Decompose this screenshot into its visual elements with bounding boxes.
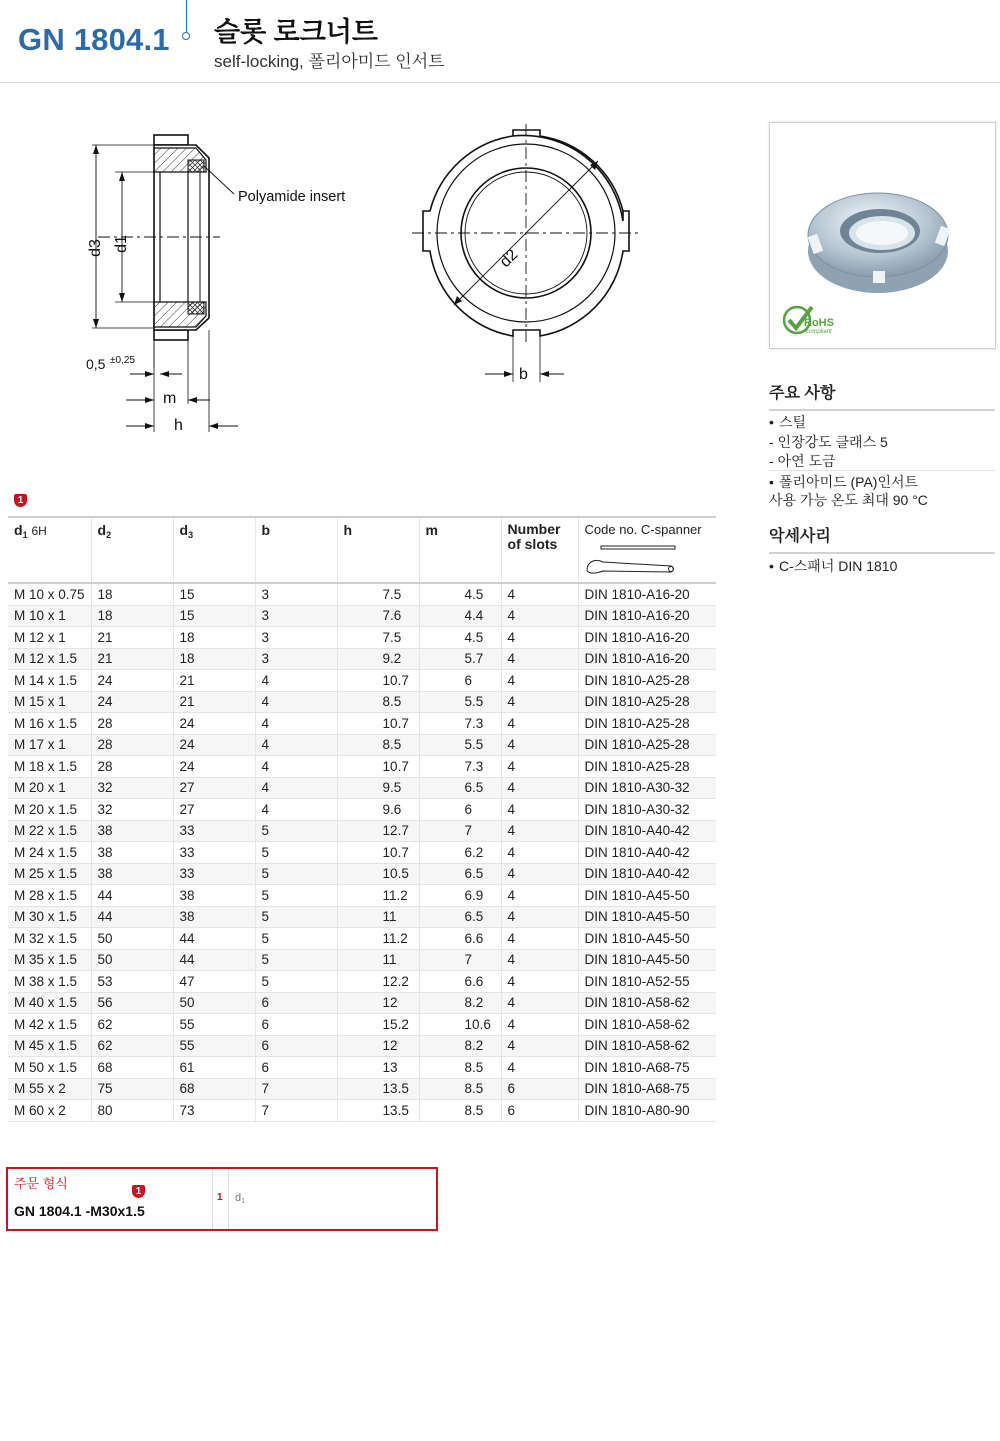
- table-cell: 5: [255, 971, 337, 993]
- table-cell: 21: [173, 691, 255, 713]
- features-title: 주요 사항: [769, 380, 995, 411]
- table-cell: M 35 x 1.5: [8, 949, 91, 971]
- table-cell: 12.7: [337, 820, 419, 842]
- table-cell: 21: [173, 670, 255, 692]
- table-cell: 4: [255, 670, 337, 692]
- table-cell: 6.5: [419, 906, 501, 928]
- table-cell: 27: [173, 777, 255, 799]
- table-cell: 10.7: [337, 842, 419, 864]
- table-row: [8, 734, 716, 756]
- table-cell: 24: [91, 691, 173, 713]
- table-cell: M 15 x 1: [8, 691, 91, 713]
- table-cell: 6: [501, 1078, 578, 1100]
- table-cell: 38: [91, 842, 173, 864]
- table-cell: 61: [173, 1057, 255, 1079]
- table-cell: M 14 x 1.5: [8, 670, 91, 692]
- label-h: h: [174, 417, 183, 434]
- table-cell: DIN 1810-A52-55: [578, 971, 716, 993]
- table-cell: M 42 x 1.5: [8, 1014, 91, 1036]
- table-cell: 15.2: [337, 1014, 419, 1036]
- table-cell: 9.6: [337, 799, 419, 821]
- table-cell: 27: [173, 799, 255, 821]
- table-cell: 7.3: [419, 713, 501, 735]
- table-cell: 3: [255, 605, 337, 627]
- table-cell: 38: [173, 906, 255, 928]
- table-cell: DIN 1810-A68-75: [578, 1057, 716, 1079]
- table-cell: 8.5: [337, 734, 419, 756]
- table-cell: 4: [501, 713, 578, 735]
- table-cell: DIN 1810-A45-50: [578, 928, 716, 950]
- table-cell: 5: [255, 842, 337, 864]
- rohs-check-icon: [782, 303, 844, 337]
- table-cell: 8.5: [337, 691, 419, 713]
- table-marker-badge: 1: [14, 494, 27, 507]
- table-cell: 7.5: [337, 583, 419, 605]
- table-cell: 5: [255, 885, 337, 907]
- table-cell: 10.7: [337, 670, 419, 692]
- table-cell: 6.6: [419, 928, 501, 950]
- table-cell: 4.5: [419, 583, 501, 605]
- table-cell: DIN 1810-A58-62: [578, 992, 716, 1014]
- table-cell: DIN 1810-A68-75: [578, 1078, 716, 1100]
- table-row: [8, 906, 716, 928]
- table-cell: 24: [173, 756, 255, 778]
- table-cell: 10.7: [337, 713, 419, 735]
- header-divider-dot: [182, 32, 190, 40]
- table-cell: DIN 1810-A30-32: [578, 799, 716, 821]
- table-cell: 6.5: [419, 777, 501, 799]
- table-cell: 24: [91, 670, 173, 692]
- table-cell: 55: [173, 1035, 255, 1057]
- table-cell: 8.2: [419, 992, 501, 1014]
- order-divider: [212, 1169, 213, 1229]
- table-cell: DIN 1810-A45-50: [578, 885, 716, 907]
- label-tolerance-sup: ±0,25: [110, 355, 135, 366]
- table-cell: M 45 x 1.5: [8, 1035, 91, 1057]
- label-d3: d3: [87, 239, 104, 257]
- table-cell: 24: [173, 734, 255, 756]
- front-view: [412, 124, 640, 382]
- table-cell: DIN 1810-A16-20: [578, 627, 716, 649]
- table-cell: 4: [501, 1035, 578, 1057]
- table-cell: 4: [501, 885, 578, 907]
- table-cell: DIN 1810-A58-62: [578, 1014, 716, 1036]
- table-cell: 62: [91, 1035, 173, 1057]
- table-cell: 4: [501, 605, 578, 627]
- table-cell: 6.9: [419, 885, 501, 907]
- table-cell: 50: [91, 949, 173, 971]
- rohs-text: RoHS: [804, 317, 834, 329]
- table-cell: DIN 1810-A16-20: [578, 648, 716, 670]
- label-m: m: [163, 390, 177, 407]
- table-cell: 5: [255, 949, 337, 971]
- table-cell: 7: [255, 1100, 337, 1122]
- table-cell: 4: [501, 627, 578, 649]
- table-cell: 7.3: [419, 756, 501, 778]
- table-cell: 6: [419, 670, 501, 692]
- table-cell: 73: [173, 1100, 255, 1122]
- table-cell: 10.5: [337, 863, 419, 885]
- table-cell: DIN 1810-A25-28: [578, 713, 716, 735]
- table-cell: 4: [501, 1057, 578, 1079]
- table-cell: 56: [91, 992, 173, 1014]
- table-cell: 8.2: [419, 1035, 501, 1057]
- order-legend-number: 1: [217, 1192, 223, 1203]
- table-row: [8, 756, 716, 778]
- table-cell: 4: [501, 670, 578, 692]
- table-cell: 44: [91, 906, 173, 928]
- label-d1: d1: [113, 235, 130, 253]
- table-cell: 9.5: [337, 777, 419, 799]
- table-cell: DIN 1810-A45-50: [578, 949, 716, 971]
- table-cell: 33: [173, 842, 255, 864]
- spec-table: [8, 516, 716, 1122]
- table-row: [8, 992, 716, 1014]
- table-cell: 3: [255, 648, 337, 670]
- table-cell: M 60 x 2: [8, 1100, 91, 1122]
- table-cell: M 25 x 1.5: [8, 863, 91, 885]
- table-cell: 6: [255, 992, 337, 1014]
- table-cell: DIN 1810-A40-42: [578, 820, 716, 842]
- table-cell: 28: [91, 734, 173, 756]
- order-marker-badge: 1: [132, 1185, 145, 1198]
- table-cell: 3: [255, 583, 337, 605]
- table-cell: 11: [337, 906, 419, 928]
- table-cell: 4: [501, 820, 578, 842]
- table-cell: M 20 x 1.5: [8, 799, 91, 821]
- table-cell: 10.6: [419, 1014, 501, 1036]
- table-row: [8, 1035, 716, 1057]
- table-cell: 18: [91, 583, 173, 605]
- table-row: [8, 627, 716, 649]
- table-cell: DIN 1810-A25-28: [578, 691, 716, 713]
- table-cell: 7.5: [337, 627, 419, 649]
- table-cell: M 16 x 1.5: [8, 713, 91, 735]
- table-row: [8, 949, 716, 971]
- table-cell: 3: [255, 627, 337, 649]
- table-cell: 5.5: [419, 734, 501, 756]
- page-subtitle: self-locking, 폴리아미드 인서트: [214, 52, 445, 71]
- col-b: b: [255, 517, 337, 583]
- table-cell: M 12 x 1: [8, 627, 91, 649]
- table-row: [8, 842, 716, 864]
- table-row: [8, 648, 716, 670]
- table-cell: 8.5: [419, 1100, 501, 1122]
- table-row: [8, 885, 716, 907]
- table-cell: DIN 1810-A58-62: [578, 1035, 716, 1057]
- page-title: 슬롯 로크너트: [214, 17, 378, 47]
- table-row: [8, 1057, 716, 1079]
- table-cell: 11.2: [337, 928, 419, 950]
- table-cell: 11: [337, 949, 419, 971]
- table-cell: 28: [91, 713, 173, 735]
- table-row: [8, 605, 716, 627]
- table-cell: 4: [501, 863, 578, 885]
- order-divider: [228, 1169, 229, 1229]
- feature-subitem: - 인장강도 클래스 5: [769, 434, 888, 450]
- label-tolerance: 0,5: [86, 356, 106, 372]
- table-cell: 13.5: [337, 1078, 419, 1100]
- table-cell: 5: [255, 820, 337, 842]
- product-code: GN 1804.1: [18, 22, 170, 57]
- table-cell: 5.5: [419, 691, 501, 713]
- table-cell: 4: [501, 992, 578, 1014]
- order-code: GN 1804.1 -M30x1.5: [14, 1203, 145, 1219]
- table-cell: 21: [91, 627, 173, 649]
- feature-item: • 스틸: [769, 414, 807, 430]
- table-cell: M 18 x 1.5: [8, 756, 91, 778]
- table-cell: 5: [255, 863, 337, 885]
- table-cell: M 55 x 2: [8, 1078, 91, 1100]
- table-cell: 6.6: [419, 971, 501, 993]
- col-d2: $d_2$: [91, 517, 173, 583]
- table-cell: 50: [91, 928, 173, 950]
- table-cell: M 10 x 0.75: [8, 583, 91, 605]
- table-cell: 10.7: [337, 756, 419, 778]
- table-row: [8, 670, 716, 692]
- feature-item: • 폴리아미드 (PA)인서트: [769, 474, 919, 490]
- table-cell: 33: [173, 820, 255, 842]
- table-cell: 32: [91, 799, 173, 821]
- table-cell: M 32 x 1.5: [8, 928, 91, 950]
- table-cell: 80: [91, 1100, 173, 1122]
- table-cell: 7.6: [337, 605, 419, 627]
- table-cell: 4: [501, 734, 578, 756]
- label-d2: d2: [496, 246, 522, 271]
- table-row: [8, 1100, 716, 1122]
- table-row: [8, 691, 716, 713]
- table-cell: 47: [173, 971, 255, 993]
- table-cell: 4: [501, 691, 578, 713]
- table-cell: 5: [255, 906, 337, 928]
- table-cell: 28: [91, 756, 173, 778]
- order-legend-desc: d1: [235, 1192, 246, 1205]
- table-cell: 12: [337, 1035, 419, 1057]
- table-cell: 4: [255, 756, 337, 778]
- table-cell: DIN 1810-A45-50: [578, 906, 716, 928]
- feature-subitem: 사용 가능 온도 최대 90 °C: [769, 492, 928, 508]
- table-cell: 6.5: [419, 863, 501, 885]
- accessory-item[interactable]: • C-스패너 DIN 1810: [769, 558, 898, 574]
- table-row: [8, 820, 716, 842]
- table-cell: DIN 1810-A25-28: [578, 756, 716, 778]
- table-cell: 44: [91, 885, 173, 907]
- table-cell: 12: [337, 992, 419, 1014]
- table-cell: 4.4: [419, 605, 501, 627]
- header-divider: [186, 0, 187, 32]
- table-cell: DIN 1810-A25-28: [578, 670, 716, 692]
- table-row: [8, 1078, 716, 1100]
- table-cell: 7: [255, 1078, 337, 1100]
- table-cell: 18: [91, 605, 173, 627]
- rohs-badge: [782, 303, 844, 342]
- order-label: 주문 형식: [14, 1176, 68, 1191]
- table-cell: 12.2: [337, 971, 419, 993]
- table-cell: 6.2: [419, 842, 501, 864]
- side-section-view: [92, 135, 238, 432]
- label-b: b: [519, 366, 528, 383]
- table-cell: DIN 1810-A40-42: [578, 842, 716, 864]
- table-cell: 4: [501, 777, 578, 799]
- col-h: h: [337, 517, 419, 583]
- table-cell: 4: [255, 777, 337, 799]
- table-cell: 55: [173, 1014, 255, 1036]
- table-row: [8, 583, 716, 605]
- table-cell: 15: [173, 605, 255, 627]
- rohs-compliant-text: compliant: [806, 329, 832, 335]
- table-cell: 33: [173, 863, 255, 885]
- table-cell: 44: [173, 949, 255, 971]
- col-m: m: [419, 517, 501, 583]
- table-cell: M 12 x 1.5: [8, 648, 91, 670]
- table-cell: 4.5: [419, 627, 501, 649]
- table-cell: 7: [419, 820, 501, 842]
- table-cell: 21: [91, 648, 173, 670]
- table-row: [8, 928, 716, 950]
- table-row: [8, 1014, 716, 1036]
- table-cell: DIN 1810-A16-20: [578, 605, 716, 627]
- table-cell: 38: [91, 820, 173, 842]
- table-cell: DIN 1810-A40-42: [578, 863, 716, 885]
- table-cell: 6: [419, 799, 501, 821]
- col-d1: $d_1$ 6H: [8, 517, 91, 583]
- table-cell: 11.2: [337, 885, 419, 907]
- table-header-row: [8, 517, 716, 583]
- table-cell: 13: [337, 1057, 419, 1079]
- table-cell: 4: [501, 756, 578, 778]
- table-cell: 4: [501, 1014, 578, 1036]
- table-cell: 4: [501, 971, 578, 993]
- table-row: [8, 713, 716, 735]
- table-cell: 13.5: [337, 1100, 419, 1122]
- table-cell: 68: [173, 1078, 255, 1100]
- label-polyamide-insert: Polyamide insert: [238, 189, 346, 205]
- feature-subitem: - 아연 도금: [769, 453, 836, 469]
- table-cell: M 20 x 1: [8, 777, 91, 799]
- table-cell: 38: [91, 863, 173, 885]
- feature-divider: [769, 470, 995, 471]
- table-cell: DIN 1810-A80-90: [578, 1100, 716, 1122]
- col-spanner: Code no. C-spanner: [578, 517, 716, 583]
- accessories-title: 악세사리: [769, 523, 995, 554]
- table-cell: 4: [255, 691, 337, 713]
- table-row: [8, 777, 716, 799]
- table-cell: 4: [501, 906, 578, 928]
- table-cell: 6: [255, 1035, 337, 1057]
- table-cell: 4: [255, 713, 337, 735]
- table-cell: 68: [91, 1057, 173, 1079]
- table-cell: 7: [419, 949, 501, 971]
- table-row: [8, 971, 716, 993]
- table-cell: 75: [91, 1078, 173, 1100]
- table-cell: 38: [173, 885, 255, 907]
- table-cell: 9.2: [337, 648, 419, 670]
- product-photo: [769, 122, 996, 349]
- table-cell: 4: [501, 949, 578, 971]
- technical-drawing: [70, 120, 670, 440]
- table-cell: M 17 x 1: [8, 734, 91, 756]
- table-cell: 5.7: [419, 648, 501, 670]
- table-cell: 4: [255, 734, 337, 756]
- table-cell: 53: [91, 971, 173, 993]
- table-cell: 8.5: [419, 1057, 501, 1079]
- table-cell: M 10 x 1: [8, 605, 91, 627]
- table-cell: 4: [501, 928, 578, 950]
- table-cell: 24: [173, 713, 255, 735]
- table-cell: M 24 x 1.5: [8, 842, 91, 864]
- table-cell: 4: [255, 799, 337, 821]
- table-row: [8, 863, 716, 885]
- table-cell: 4: [501, 799, 578, 821]
- table-cell: 8.5: [419, 1078, 501, 1100]
- table-cell: M 38 x 1.5: [8, 971, 91, 993]
- table-cell: M 28 x 1.5: [8, 885, 91, 907]
- table-row: [8, 799, 716, 821]
- table-cell: 18: [173, 648, 255, 670]
- table-cell: 44: [173, 928, 255, 950]
- table-cell: 32: [91, 777, 173, 799]
- table-cell: 6: [501, 1100, 578, 1122]
- table-cell: 6: [255, 1014, 337, 1036]
- table-cell: M 40 x 1.5: [8, 992, 91, 1014]
- table-cell: 4: [501, 583, 578, 605]
- table-cell: 62: [91, 1014, 173, 1036]
- table-cell: DIN 1810-A25-28: [578, 734, 716, 756]
- table-cell: M 30 x 1.5: [8, 906, 91, 928]
- table-cell: 50: [173, 992, 255, 1014]
- table-cell: M 50 x 1.5: [8, 1057, 91, 1079]
- spanner-icon: [585, 540, 677, 574]
- order-example-box: [6, 1167, 438, 1231]
- table-cell: 18: [173, 627, 255, 649]
- table-cell: 4: [501, 842, 578, 864]
- table-cell: DIN 1810-A16-20: [578, 583, 716, 605]
- table-cell: 4: [501, 648, 578, 670]
- table-cell: 15: [173, 583, 255, 605]
- table-cell: DIN 1810-A30-32: [578, 777, 716, 799]
- col-slots: Number of slots: [501, 517, 578, 583]
- col-d3: $d_3$: [173, 517, 255, 583]
- page-header: [0, 0, 1000, 83]
- table-cell: M 22 x 1.5: [8, 820, 91, 842]
- table-cell: 5: [255, 928, 337, 950]
- table-cell: 6: [255, 1057, 337, 1079]
